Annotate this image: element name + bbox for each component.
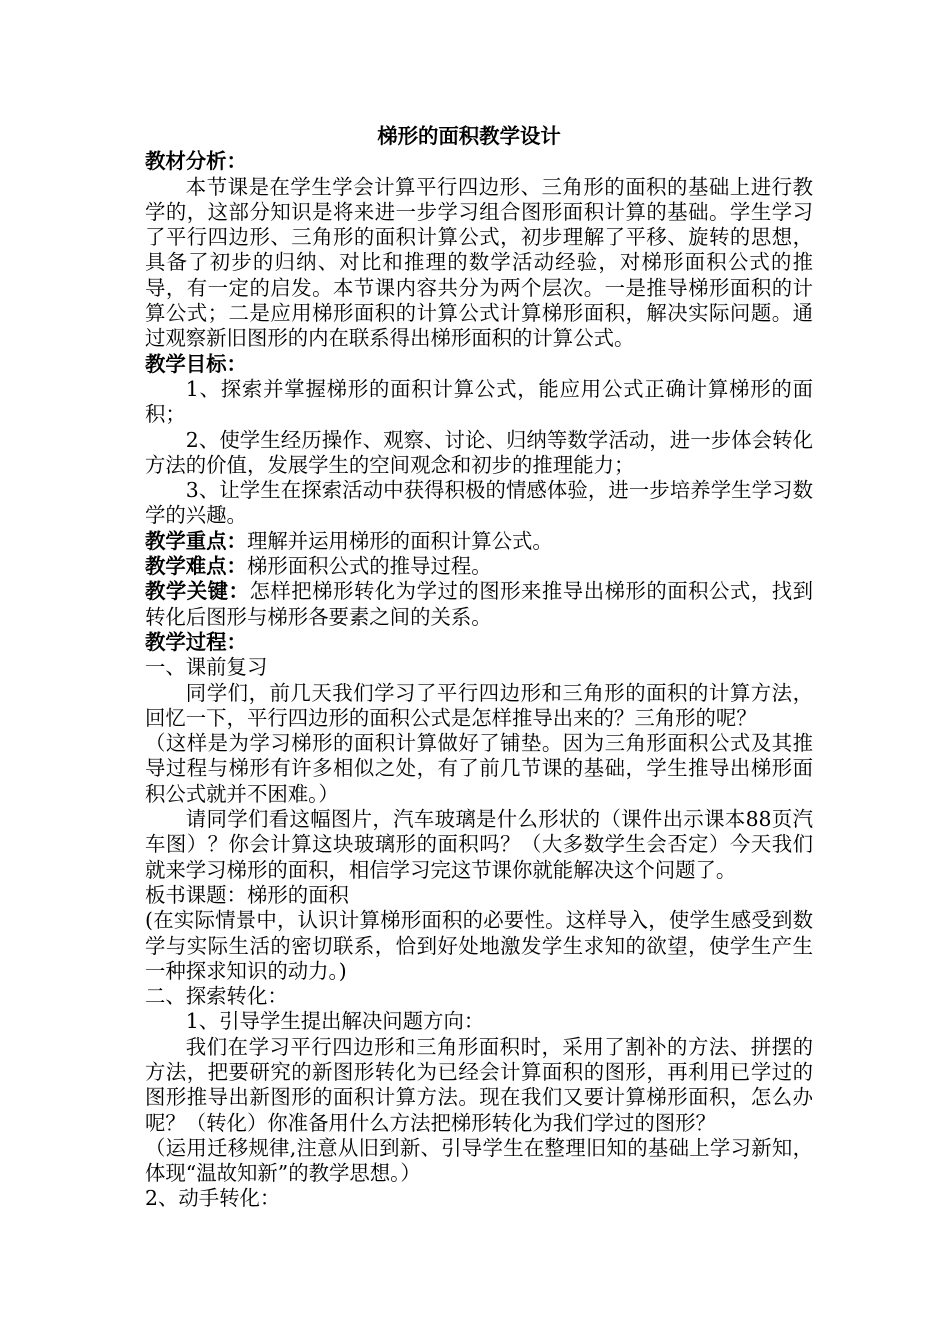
part2-note-1: （运用迁移规律,注意从旧到新、引导学生在整理旧知的基础上学习新知，体现“温故知新”的教学思想。） (145, 1135, 813, 1186)
part2-sub-2: 2、动手转化： (145, 1186, 281, 1211)
part2-title: 二、探索转化： (145, 984, 288, 1009)
teaching-key (145, 579, 813, 630)
part2-sub-1: 1、引导学生提出解决问题方向： (185, 1009, 485, 1034)
part2-paragraph-1: 我们在学习平行四边形和三角形面积时，采用了割补的方法、拼摆的方法，把要研究的新图形转化为已经会计算面积的图形，再利用已学过的图形推导出新图形的面积计算方法。现在我们又要计算梯形面积，怎么办呢？（转化）你准备用什么方法把梯形转化为我们学过的图形？ (145, 1034, 813, 1135)
keypoint-text: 理解并运用梯形的面积计算公式。 (246, 528, 553, 553)
document-title: 梯形的面积教学设计 (377, 124, 561, 148)
part1-note-1: （这样是为学习梯形的面积计算做好了铺垫。因为三角形面积公式及其推导过程与梯形有许多相似之处，有了前几节课的基础，学生推导出梯形面积公式就并不困难。） (145, 731, 813, 806)
part1-note-2: (在实际情景中，认识计算梯形面积的必要性。这样导入，使学生感受到数学与实际生活的密切联系，恰到好处地激发学生求知的欲望，使学生产生一种探求知识的动力。) (145, 908, 813, 983)
difficulty-label: 教学难点： (145, 554, 247, 579)
goal-item-2: 2、使学生经历操作、观察、讨论、归纳等数学活动，进一步体会转化方法的价值，发展学生的空间观念和初步的推理能力； (145, 427, 813, 477)
keypoint-label: 教学重点： (145, 528, 247, 553)
goal-item-1: 1、探索并掌握梯形的面积计算公式，能应用公式正确计算梯形的面积； (145, 376, 813, 427)
difficulty-text: 梯形面积公式的推导过程。 (246, 554, 492, 579)
heading-material-analysis: 教材分析： (145, 149, 247, 174)
part1-title: 一、课前复习 (145, 655, 268, 680)
teaching-keypoint (145, 529, 813, 554)
part1-paragraph-1: 同学们，前几天我们学习了平行四边形和三角形的面积的计算方法，回忆一下，平行四边形的面积公式是怎样推导出来的？三角形的呢？ (145, 680, 813, 730)
teaching-difficulty (145, 554, 813, 579)
heading-teaching-goals: 教学目标： (145, 351, 247, 376)
paragraph-material-analysis: 本节课是在学生学会计算平行四边形、三角形的面积的基础上进行教学的，这部分知识是将来进一步学习组合图形面积计算的基础。学生学习了平行四边形、三角形的面积计算公式，初步理解了平移、旋转的思想，具备了初步的归纳、对比和推理的数学活动经验，对梯形面积公式的推导，有一定的启发。本节课内容共分为两个层次。一是推导梯形面积的计算公式；二是应用梯形面积的计算公式计算梯形面积，解决实际问题。通过观察新旧图形的内在联系得出梯形面积的计算公式。 (145, 174, 813, 351)
key-label: 教学关键： (145, 579, 250, 604)
document-content (145, 124, 813, 1212)
part1-paragraph-2: 请同学们看这幅图片，汽车玻璃是什么形状的（课件出示课本88页汽车图）？你会计算这块玻璃形的面积吗？（大多数学生会否定）今天我们就来学习梯形的面积，相信学习完这节课你就能解决这个问题了。 (145, 807, 813, 882)
goal-item-3: 3、让学生在探索活动中获得积极的情感体验，进一步培养学生学习数学的兴趣。 (145, 478, 813, 528)
key-text: 怎样把梯形转化为学过的图形来推导出梯形的面积公式，找到转化后图形与梯形各要素之间的关系。 (145, 579, 813, 629)
heading-teaching-process: 教学过程： (145, 629, 247, 654)
part1-board-title: 板书课题：梯形的面积 (145, 882, 349, 907)
